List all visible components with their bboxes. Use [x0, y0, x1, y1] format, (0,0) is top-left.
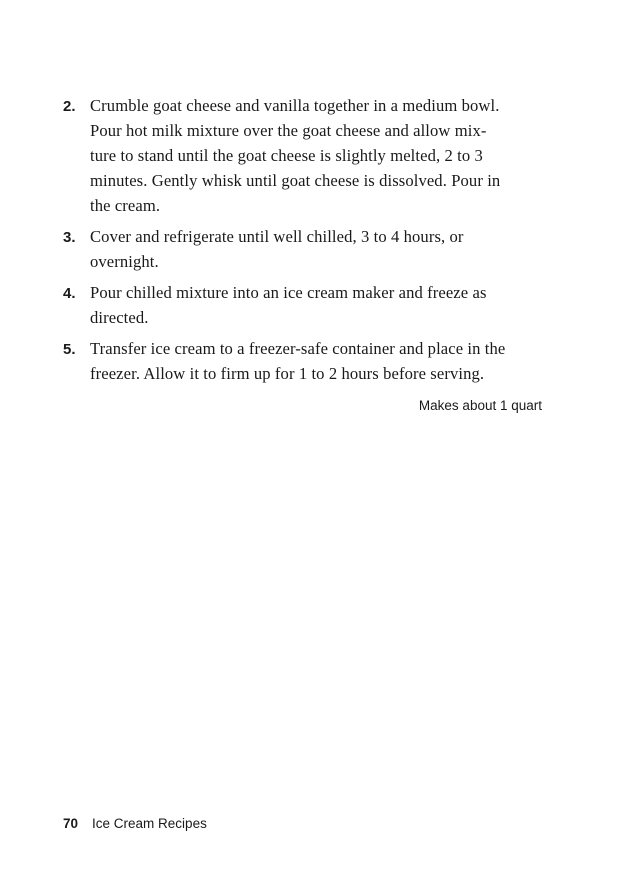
step-line: the cream.	[90, 196, 161, 215]
recipe-steps	[63, 93, 563, 392]
step-number: 4.	[63, 285, 76, 302]
recipe-step	[63, 93, 563, 218]
step-text	[90, 336, 505, 386]
running-footer-title: Ice Cream Recipes	[92, 816, 207, 831]
step-line: Pour hot milk mixture over the goat cheese and allow mix-	[90, 121, 487, 140]
step-line: ture to stand until the goat cheese is slightly melted, 2 to 3	[90, 146, 483, 165]
recipe-step	[63, 280, 563, 330]
page-footer	[63, 815, 207, 833]
page-number: 70	[63, 816, 79, 831]
step-line: Crumble goat cheese and vanilla together in a medium bowl.	[90, 96, 500, 115]
step-text	[90, 93, 500, 218]
step-line: Pour chilled mixture into an ice cream maker and freeze as	[90, 283, 487, 302]
step-line: overnight.	[90, 252, 159, 271]
recipe-step	[63, 224, 563, 274]
recipe-yield: Makes about 1 quart	[418, 398, 542, 413]
step-line: directed.	[90, 308, 149, 327]
step-line: Cover and refrigerate until well chilled, 3 to 4 hours, or	[90, 227, 464, 246]
step-text	[90, 280, 487, 330]
step-number: 5.	[63, 341, 76, 358]
recipe-step	[63, 336, 563, 386]
step-line: minutes. Gently whisk until goat cheese is dissolved. Pour in	[90, 171, 501, 190]
step-line: freezer. Allow it to firm up for 1 to 2 hours before serving.	[90, 364, 485, 383]
step-number: 3.	[63, 229, 76, 246]
step-line: Transfer ice cream to a freezer-safe container and place in the	[90, 339, 506, 358]
step-number: 2.	[63, 98, 76, 115]
step-text	[90, 224, 464, 274]
